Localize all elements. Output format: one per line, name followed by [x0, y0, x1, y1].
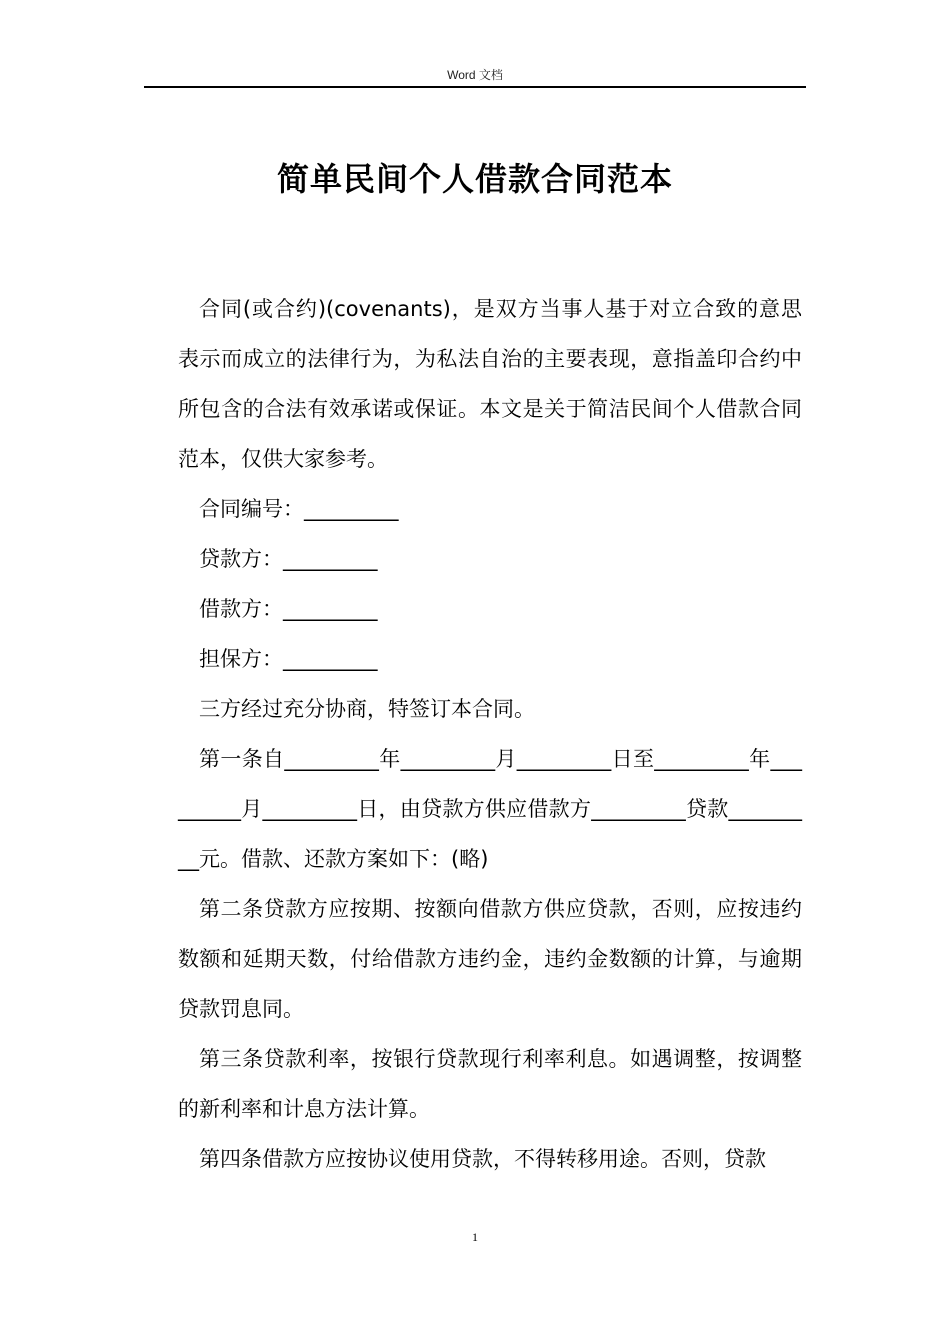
paragraph-borrower: 借款方：_________: [199, 597, 378, 621]
document-title: 简单民间个人借款合同范本: [276, 160, 673, 198]
document-body: [178, 284, 802, 1184]
paragraph-article-1: 第一条自_________年_________月_________日至_________年_________月_________日，由贷款方供应借款方_________贷款_________元。借款、还款方案如下：(略): [178, 747, 802, 871]
page-header: Word 文档: [447, 68, 503, 82]
paragraph-agreement: 三方经过充分协商，特签订本合同。: [199, 697, 535, 721]
paragraph-lender: 贷款方：_________: [199, 547, 378, 571]
paragraph-contract-number: 合同编号：_________: [199, 497, 399, 521]
paragraph-guarantor: 担保方：_________: [199, 647, 378, 671]
paragraph-article-4: 第四条借款方应按协议使用贷款，不得转移用途。否则，贷款: [199, 1147, 766, 1171]
paragraph-intro: 合同(或合约)(covenants)，是双方当事人基于对立合致的意思表示而成立的法律行为，为私法自治的主要表现，意指盖印合约中所包含的合法有效承诺或保证。本文是关于简洁民间个人借款合同范本，仅供大家参考。: [178, 297, 802, 471]
paragraph-article-3: 第三条贷款利率，按银行贷款现行利率利息。如遇调整，按调整的新利率和计息方法计算。: [178, 1047, 802, 1121]
header-divider: [144, 86, 806, 88]
page-number: 1: [472, 1230, 478, 1244]
paragraph-article-2: 第二条贷款方应按期、按额向借款方供应贷款，否则，应按违约数额和延期天数，付给借款方违约金，违约金数额的计算，与逾期贷款罚息同。: [178, 897, 802, 1021]
